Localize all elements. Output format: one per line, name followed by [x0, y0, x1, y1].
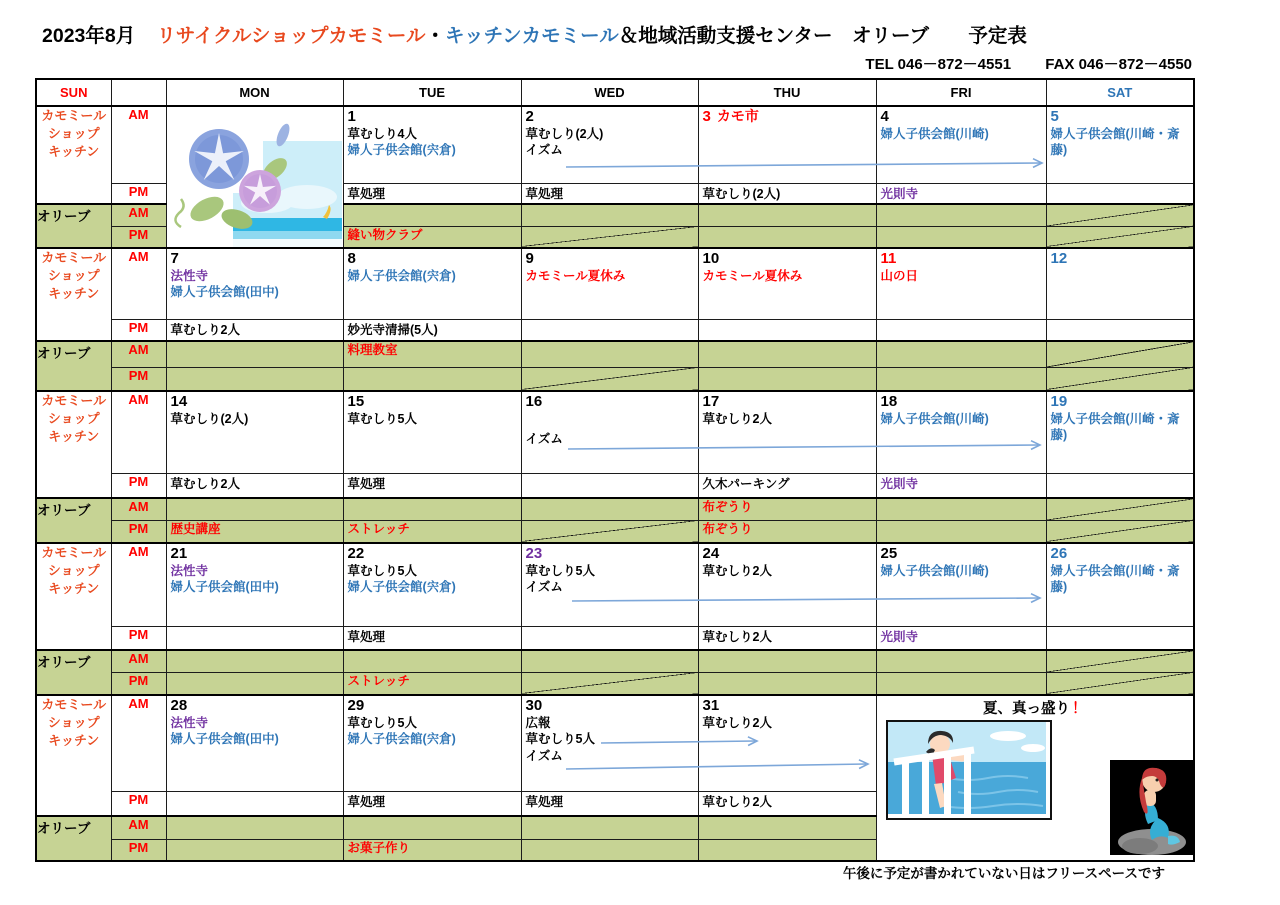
cell-w2-mon-pm [166, 319, 343, 341]
cell-w2-sat-olive-am [1046, 341, 1194, 367]
cell-w2-thu-olive-am [698, 341, 876, 367]
week4-olive-am-row [36, 650, 1194, 672]
title-shop-name: リサイクルショップカモミール [156, 25, 426, 47]
cell-w3-sat-olive-am [1046, 498, 1194, 520]
schedule-entry: 草処理 [525, 794, 564, 809]
cell-w2-thu-pm [698, 319, 876, 341]
cell-w1-tue-olive-am [343, 204, 521, 226]
cell-w3-wed-pm [521, 473, 698, 498]
schedule-entry: お菓子作り [347, 840, 411, 855]
schedule-entry: 婦人子供会館(川崎) [880, 563, 989, 578]
cell-w2-fri-olive-am [876, 341, 1046, 367]
cell-w1-thu-pm [698, 183, 876, 204]
row-label-kamomile: カモミール ショップ キッチン [36, 106, 111, 204]
cell-w3-mon-olive-am [166, 498, 343, 520]
schedule-entry: 法性寺 [170, 563, 209, 578]
cell-w1-wed-olive-am [521, 204, 698, 226]
weekday-header-thu: THU [698, 79, 876, 106]
schedule-table [35, 78, 1195, 862]
schedule-entry: イズム [525, 748, 563, 763]
cell-w1-fri-olive-am [876, 204, 1046, 226]
cell-w1-tue-pm [343, 183, 521, 204]
title-center-name: ＆地域活動支援センター オリーブ [618, 25, 929, 47]
title-kitchen-name: キッチンカモミール [444, 25, 619, 47]
olive-pm-label: PM [111, 226, 166, 248]
cell-w1-thu-olive-am [698, 204, 876, 226]
week5-am-row [36, 695, 1194, 791]
cell-w2-thu-olive-pm [698, 367, 876, 391]
cell-w3-thu-olive-am [698, 498, 876, 520]
schedule-entry: 歴史講座 [170, 521, 221, 536]
cell-w4-mon-pm [166, 626, 343, 650]
cell-w3-fri-am [876, 391, 1046, 473]
schedule-entry: 広報 [525, 715, 551, 730]
cell-w4-tue-olive-am [343, 650, 521, 672]
row-label-olive: オリーブ [36, 204, 111, 248]
cell-w4-thu-am [698, 543, 876, 626]
day-number: 10 [702, 250, 720, 267]
row-label-kamomile: カモミール ショップ キッチン [36, 248, 111, 341]
cell-w4-wed-am [521, 543, 698, 626]
cell-w2-tue-pm [343, 319, 521, 341]
am-label: AM [111, 695, 166, 791]
cell-w3-sat-am [1046, 391, 1194, 473]
cell-w2-fri-olive-pm [876, 367, 1046, 391]
cell-w1-sat-am [1046, 106, 1194, 183]
schedule-entry: 草むしり2人 [702, 411, 772, 426]
day-number: 25 [880, 545, 898, 562]
cell-w5-mon-am [166, 695, 343, 791]
schedule-entry: 婦人子供会館(宍倉) [347, 268, 456, 283]
page-title [42, 20, 1027, 48]
schedule-entry: イズム [525, 580, 563, 594]
day-number: 9 [525, 250, 534, 267]
cell-w3-sat-olive-pm [1046, 520, 1194, 543]
cell-w1-fri-olive-pm [876, 226, 1046, 248]
schedule-entry: 婦人子供会館(川崎・斎藤) [1050, 563, 1180, 594]
cell-w2-tue-olive-pm [343, 367, 521, 391]
cell-w3-mon-pm [166, 473, 343, 498]
pm-label: PM [111, 183, 166, 204]
cell-w1-wed-olive-pm [521, 226, 698, 248]
pm-label: PM [111, 626, 166, 650]
cell-w4-thu-pm [698, 626, 876, 650]
schedule-entry: 法性寺 [170, 268, 209, 283]
day-number: 12 [1050, 250, 1068, 267]
schedule-entry: 草処理 [347, 476, 386, 491]
cell-w5-mon-olive-pm [166, 839, 343, 861]
cell-w5-wed-am [521, 695, 698, 791]
footnote: 午後に予定が書かれていない日はフリースペースです [842, 866, 1165, 881]
cell-w1-sat-pm [1046, 183, 1194, 204]
week3-olive-pm-row [36, 520, 1194, 543]
cell-w2-mon-am [166, 248, 343, 319]
schedule-entry: 草むしり5人 [525, 563, 595, 578]
cell-w4-wed-olive-pm [521, 672, 698, 695]
cell-w2-wed-am [521, 248, 698, 319]
schedule-entry: 草むしり(2人) [170, 411, 249, 426]
schedule-entry: 婦人子供会館(田中) [170, 580, 279, 594]
cell-w2-sat-am [1046, 248, 1194, 319]
cell-w5-thu-olive-pm [698, 839, 876, 861]
day-number-note: カモ市 [716, 108, 759, 124]
olive-pm-label: PM [111, 520, 166, 543]
schedule-entry: カモミール夏休み [702, 268, 803, 283]
summer-banner-cell [876, 695, 1194, 861]
day-number: 4 [880, 108, 889, 125]
row-label-olive: オリーブ [36, 498, 111, 543]
schedule-entry: 縫い物クラブ [347, 227, 423, 242]
day-number: 16 [525, 393, 543, 410]
schedule-entry: ストレッチ [347, 673, 410, 688]
cell-w4-tue-am [343, 543, 521, 626]
schedule-entry: 草むしり5人 [525, 732, 595, 746]
cell-w3-tue-olive-am [343, 498, 521, 520]
cell-w2-tue-am [343, 248, 521, 319]
schedule-entry: 光則寺 [880, 476, 919, 491]
weekday-header-fri: FRI [876, 79, 1046, 106]
schedule-entry: 婦人子供会館(川崎) [880, 126, 989, 141]
am-label: AM [111, 248, 166, 319]
cell-w2-tue-olive-am [343, 341, 521, 367]
title-month: 2023年8月 [42, 25, 136, 47]
cell-w2-fri-am [876, 248, 1046, 319]
cell-w1-wed-am [521, 106, 698, 183]
cell-w3-thu-olive-pm [698, 520, 876, 543]
schedule-entry: 婦人子供会館(宍倉) [347, 732, 456, 746]
day-number: 1 [347, 108, 356, 125]
cell-w4-mon-olive-am [166, 650, 343, 672]
cell-w4-sat-pm [1046, 626, 1194, 650]
day-number: 2 [525, 108, 534, 125]
schedule-entry: 草むしり5人 [347, 563, 417, 578]
day-number: 3 カモ市 [702, 108, 759, 125]
cell-w3-mon-am [166, 391, 343, 473]
schedule-entry: 婦人子供会館(宍倉) [347, 580, 456, 594]
schedule-entry: イズム [525, 431, 563, 446]
cell-w3-fri-olive-pm [876, 520, 1046, 543]
cell-w4-fri-pm [876, 626, 1046, 650]
day-number: 31 [702, 697, 720, 714]
cell-w2-wed-olive-am [521, 341, 698, 367]
day-number: 8 [347, 250, 356, 267]
weekday-header-sat: SAT [1046, 79, 1194, 106]
cell-w5-wed-pm [521, 791, 698, 816]
cell-w3-thu-pm [698, 473, 876, 498]
cell-w4-fri-am [876, 543, 1046, 626]
cell-w3-wed-olive-am [521, 498, 698, 520]
cell-w1-fri-pm [876, 183, 1046, 204]
schedule-entry: 婦人子供会館(川崎) [880, 411, 989, 426]
day-number: 21 [170, 545, 188, 562]
olive-pm-label: PM [111, 839, 166, 861]
day-number: 26 [1050, 545, 1068, 562]
weekday-header-mon: MON [166, 79, 343, 106]
olive-am-label: AM [111, 816, 166, 839]
schedule-entry: 草むしり(2人) [702, 186, 781, 201]
schedule-entry: 草処理 [347, 629, 386, 644]
week2-olive-pm-row [36, 367, 1194, 391]
schedule-entry: 草むしり2人 [170, 322, 240, 337]
day-number: 14 [170, 393, 188, 410]
day-number: 5 [1050, 108, 1059, 125]
cell-w2-mon-olive-am [166, 341, 343, 367]
morning-glory-and-beach-illustration [167, 107, 342, 247]
schedule-entry: 光則寺 [880, 186, 919, 201]
cell-w5-wed-olive-am [521, 816, 698, 839]
cell-w5-mon-olive-am [166, 816, 343, 839]
cell-w1-thu-olive-pm [698, 226, 876, 248]
schedule-entry: 草むしり2人 [702, 715, 772, 730]
olive-am-label: AM [111, 204, 166, 226]
cell-w2-sat-pm [1046, 319, 1194, 341]
cell-w4-wed-olive-am [521, 650, 698, 672]
cell-w4-wed-pm [521, 626, 698, 650]
row-label-kamomile: カモミール ショップ キッチン [36, 543, 111, 650]
cell-w4-fri-olive-pm [876, 672, 1046, 695]
schedule-entry: 布ぞうり [702, 500, 753, 514]
row-label-olive: オリーブ [36, 341, 111, 391]
cell-w3-mon-olive-pm [166, 520, 343, 543]
cell-w4-tue-olive-pm [343, 672, 521, 695]
cell-w4-tue-pm [343, 626, 521, 650]
schedule-entry: 婦人子供会館(宍倉) [347, 143, 456, 157]
day-number: 23 [525, 545, 543, 562]
schedule-entry: 草むしり4人 [347, 126, 417, 141]
summer-banner-text: 夏、真っ盛り ！ [983, 701, 1087, 717]
cell-w4-mon-am [166, 543, 343, 626]
week2-pm-row [36, 319, 1194, 341]
schedule-entry: 草処理 [347, 186, 386, 201]
olive-am-label: AM [111, 341, 166, 367]
cell-w5-tue-pm [343, 791, 521, 816]
week4-pm-row [36, 626, 1194, 650]
schedule-entry: 妙光寺清掃(5人) [347, 322, 438, 337]
cell-w3-tue-pm [343, 473, 521, 498]
week1-am-row [36, 106, 1194, 183]
cell-w1-sat-olive-pm [1046, 226, 1194, 248]
contact-info [865, 53, 1192, 74]
schedule-entry: 草むしり2人 [702, 629, 772, 644]
olive-pm-label: PM [111, 672, 166, 695]
schedule-entry: 料理教室 [347, 343, 398, 357]
weekday-header-sun: SUN [36, 79, 111, 106]
schedule-entry: 草むしり5人 [347, 715, 417, 730]
cell-w3-fri-pm [876, 473, 1046, 498]
cell-w3-tue-am [343, 391, 521, 473]
am-label: AM [111, 391, 166, 473]
mermaid-illustration [1110, 760, 1194, 855]
cell-w4-sat-olive-pm [1046, 672, 1194, 695]
schedule-entry: 草処理 [347, 794, 386, 809]
day-number: 28 [170, 697, 188, 714]
day-number: 15 [347, 393, 365, 410]
girl-on-ship-photo [888, 722, 1046, 814]
schedule-entry: ストレッチ [347, 521, 410, 536]
weekday-header-wed: WED [521, 79, 698, 106]
week3-olive-am-row [36, 498, 1194, 520]
cell-w4-fri-olive-am [876, 650, 1046, 672]
girl-on-ship-photo-frame [886, 720, 1052, 820]
am-label: AM [111, 543, 166, 626]
day-number: 11 [880, 250, 897, 267]
weekday-header-blank [111, 79, 166, 106]
cell-w4-mon-olive-pm [166, 672, 343, 695]
day-number: 17 [702, 393, 720, 410]
cell-w3-wed-am [521, 391, 698, 473]
cell-w1-thu-am [698, 106, 876, 183]
cell-w4-sat-olive-am [1046, 650, 1194, 672]
pm-label: PM [111, 473, 166, 498]
weekday-header-tue: TUE [343, 79, 521, 106]
cell-w2-wed-pm [521, 319, 698, 341]
illustration-cell [166, 106, 343, 248]
row-label-olive: オリーブ [36, 650, 111, 695]
week3-pm-row [36, 473, 1194, 498]
week3-am-row [36, 391, 1194, 473]
week4-am-row [36, 543, 1194, 626]
cell-w5-tue-olive-am [343, 816, 521, 839]
title-suffix: 予定表 [968, 25, 1027, 47]
day-number: 7 [170, 250, 179, 267]
fax-number: FAX 046－872－4550 [1045, 56, 1192, 73]
schedule-entry: 草むしり2人 [702, 794, 772, 809]
day-number: 22 [347, 545, 365, 562]
cell-w5-tue-am [343, 695, 521, 791]
cell-w3-thu-am [698, 391, 876, 473]
day-number: 29 [347, 697, 365, 714]
cell-w1-tue-olive-pm [343, 226, 521, 248]
cell-w1-fri-am [876, 106, 1046, 183]
cell-w5-mon-pm [166, 791, 343, 816]
olive-pm-label: PM [111, 367, 166, 391]
mermaid-image-frame [1110, 760, 1194, 855]
cell-w5-wed-olive-pm [521, 839, 698, 861]
olive-am-label: AM [111, 498, 166, 520]
day-number: 19 [1050, 393, 1068, 410]
cell-w3-sat-pm [1046, 473, 1194, 498]
schedule-entry: 草むしり(2人) [525, 126, 604, 141]
cell-w3-wed-olive-pm [521, 520, 698, 543]
week2-am-row [36, 248, 1194, 319]
day-number: 30 [525, 697, 543, 714]
cell-w4-thu-olive-am [698, 650, 876, 672]
am-label: AM [111, 106, 166, 183]
schedule-entry: 光則寺 [880, 629, 919, 644]
tel-number: TEL 046－872－4551 [865, 56, 1012, 73]
pm-label: PM [111, 319, 166, 341]
cell-w2-fri-pm [876, 319, 1046, 341]
schedule-entry: 法性寺 [170, 715, 209, 730]
olive-am-label: AM [111, 650, 166, 672]
day-number: 24 [702, 545, 720, 562]
cell-w1-tue-am [343, 106, 521, 183]
schedule-entry: 草むしり2人 [702, 563, 772, 578]
cell-w5-thu-olive-am [698, 816, 876, 839]
cell-w5-tue-olive-pm [343, 839, 521, 861]
cell-w2-thu-am [698, 248, 876, 319]
schedule-entry: 婦人子供会館(川崎・斎藤) [1050, 126, 1180, 157]
schedule-entry: 草むしり2人 [170, 476, 240, 491]
pm-label: PM [111, 791, 166, 816]
cell-w3-tue-olive-pm [343, 520, 521, 543]
day-number: 18 [880, 393, 898, 410]
cell-w3-fri-olive-am [876, 498, 1046, 520]
schedule-entry: 久木パーキング [702, 476, 790, 491]
schedule-entry: 山の日 [880, 268, 919, 283]
row-label-kamomile: カモミール ショップ キッチン [36, 695, 111, 816]
cell-w5-thu-am [698, 695, 876, 791]
cell-w4-sat-am [1046, 543, 1194, 626]
cell-w2-sat-olive-pm [1046, 367, 1194, 391]
schedule-entry: 婦人子供会館(田中) [170, 732, 279, 746]
week4-olive-pm-row [36, 672, 1194, 695]
week2-olive-am-row [36, 341, 1194, 367]
cell-w2-wed-olive-pm [521, 367, 698, 391]
weekday-header-row [36, 79, 1194, 106]
row-label-kamomile: カモミール ショップ キッチン [36, 391, 111, 498]
cell-w1-wed-pm [521, 183, 698, 204]
row-label-olive: オリーブ [36, 816, 111, 861]
cell-w4-thu-olive-pm [698, 672, 876, 695]
schedule-entry: 草むしり5人 [347, 411, 417, 426]
schedule-entry: 布ぞうり [702, 521, 753, 536]
schedule-entry: イズム [525, 143, 563, 157]
schedule-entry: カモミール夏休み [525, 268, 626, 283]
schedule-entry: 婦人子供会館(川崎・斎藤) [1050, 411, 1180, 442]
cell-w2-mon-olive-pm [166, 367, 343, 391]
title-separator: ・ [425, 25, 445, 47]
schedule-entry: 草処理 [525, 186, 564, 201]
schedule-entry: 婦人子供会館(田中) [170, 285, 279, 299]
cell-w5-thu-pm [698, 791, 876, 816]
cell-w1-sat-olive-am [1046, 204, 1194, 226]
